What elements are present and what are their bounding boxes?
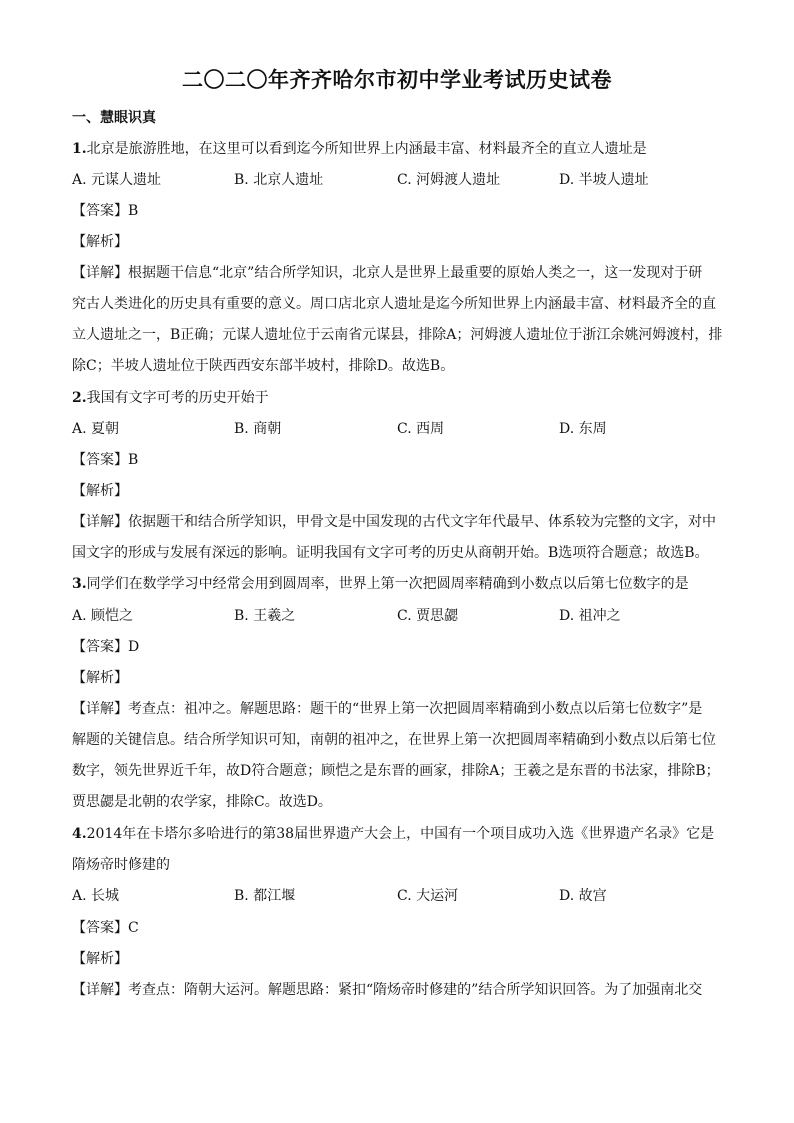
detail-line: 【详解】依据题干和结合所学知识，甲骨文是中国发现的古代文字年代最早、体系较为完整的文字，对中 bbox=[72, 514, 716, 530]
answer-label: 【答案】B bbox=[72, 203, 139, 219]
answer-label: 【答案】B bbox=[72, 452, 139, 468]
option-d: D. 祖冲之 bbox=[559, 608, 621, 624]
option-c: C. 贾思勰 bbox=[397, 608, 459, 624]
option-d: D. 半坡人遗址 bbox=[559, 172, 649, 188]
detail-line: 数字，领先世界近千年，故D符合题意；顾恺之是东晋的画家，排除A；王羲之是东晋的书法家，排除B； bbox=[72, 763, 720, 779]
question-1-stem bbox=[72, 139, 724, 159]
option-a: A. 顾恺之 bbox=[72, 608, 134, 624]
option-a: A. 长城 bbox=[72, 888, 120, 904]
detail-line: 立人遗址之一，B正确；元谋人遗址位于云南省元谋县，排除A；河姆渡人遗址位于浙江余姚河姆渡村，排 bbox=[72, 327, 723, 343]
question-number: 4. bbox=[72, 826, 87, 842]
question-2-stem bbox=[72, 388, 724, 408]
question-3-stem bbox=[72, 574, 724, 594]
detail-line: 【详解】考查点：隋朝大运河。解题思路：紧扣“隋炀帝时修建的”结合所学知识回答。为了加强南北交 bbox=[72, 982, 703, 998]
detail-line: 贾思勰是北朝的农学家，排除C。故选D。 bbox=[72, 794, 332, 810]
detail-line: 除C；半坡人遗址位于陕西西安东部半坡村，排除D。故选B。 bbox=[72, 358, 455, 374]
question-text: 2014年在卡塔尔多哈进行的第38届世界遗产大会上，中国有一个项目成功入选《世界遗产名录》它是 bbox=[86, 826, 715, 842]
analysis-label: 【解析】 bbox=[72, 234, 128, 250]
question-text: 北京是旅游胜地，在这里可以看到迄今所知世界上内涵最丰富、材料最齐全的直立人遗址是 bbox=[86, 141, 647, 157]
question-number: 2. bbox=[72, 390, 87, 406]
option-d: D. 故宫 bbox=[559, 888, 607, 904]
analysis-label: 【解析】 bbox=[72, 670, 128, 686]
detail-line: 解题的关键信息。结合所学知识可知，南朝的祖冲之，在世界上第一次把圆周率精确到小数点以后第七位 bbox=[72, 732, 716, 748]
analysis-label: 【解析】 bbox=[72, 483, 128, 499]
question-4-stem bbox=[72, 824, 724, 844]
detail-line: 【详解】根据题干信息“北京”结合所学知识，北京人是世界上最重要的原始人类之一，这一发现对于研 bbox=[72, 265, 703, 281]
page-title: 二〇二〇年齐齐哈尔市初中学业考试历史试卷 bbox=[182, 67, 612, 92]
option-c: C. 大运河 bbox=[397, 888, 459, 904]
question-text-continued: 隋炀帝时修建的 bbox=[72, 857, 170, 873]
question-number: 3. bbox=[72, 576, 87, 592]
option-d: D. 东周 bbox=[559, 421, 607, 437]
option-b: B. 北京人遗址 bbox=[234, 172, 324, 188]
option-b: B. 商朝 bbox=[234, 421, 282, 437]
option-b: B. 王羲之 bbox=[234, 608, 296, 624]
section-heading: 一、慧眼识真 bbox=[72, 110, 156, 126]
option-a: A. 夏朝 bbox=[72, 421, 120, 437]
question-text: 同学们在数学学习中经常会用到圆周率，世界上第一次把圆周率精确到小数点以后第七位数字的是 bbox=[86, 576, 689, 592]
detail-line: 国文字的形成与发展有深远的影响。证明我国有文字可考的历史从商朝开始。B选项符合题意；故选B。 bbox=[72, 545, 709, 561]
analysis-label: 【解析】 bbox=[72, 951, 128, 967]
answer-label: 【答案】C bbox=[72, 920, 139, 936]
question-text: 我国有文字可考的历史开始于 bbox=[86, 390, 269, 406]
option-c: C. 河姆渡人遗址 bbox=[397, 172, 501, 188]
answer-label: 【答案】D bbox=[72, 639, 140, 655]
option-b: B. 都江堰 bbox=[234, 888, 296, 904]
question-number: 1. bbox=[72, 141, 87, 157]
option-a: A. 元谋人遗址 bbox=[72, 172, 162, 188]
option-c: C. 西周 bbox=[397, 421, 445, 437]
detail-line: 【详解】考查点：祖冲之。解题思路：题干的“世界上第一次把圆周率精确到小数点以后第七位数字”是 bbox=[72, 701, 703, 717]
detail-line: 究古人类进化的历史具有重要的意义。周口店北京人遗址是迄今所知世界上内涵最丰富、材料最齐全的直 bbox=[72, 296, 716, 312]
